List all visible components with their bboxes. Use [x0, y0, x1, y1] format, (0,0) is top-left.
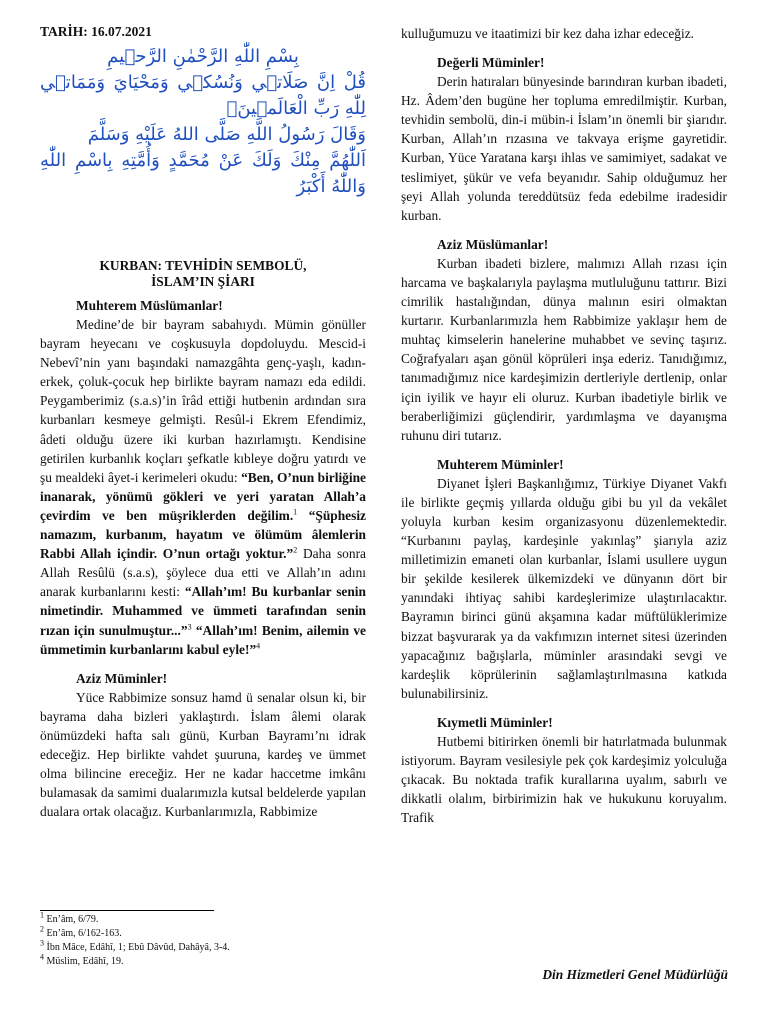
sermon-title: [40, 258, 366, 290]
footnote-text: Müslim, Edâhî, 19.: [46, 956, 124, 967]
footnote-text: En’âm, 6/79.: [46, 914, 99, 925]
paragraph: [40, 315, 366, 659]
footnote-text: En’âm, 6/162-163.: [46, 928, 122, 939]
footnote-number: 2: [40, 924, 44, 934]
paragraph: Hutbemi bitirirken önemli bir hatırlatmada bulunmak istiyorum. Bayram vesilesiyle pek çok kardeşimiz yolculuğa çıkacak. Bu noktada trafik kurallarına uyalım, sabırlı ve dikkatli olalım, birbirimizin hak ve hukukunu koruyalım. Trafik: [401, 733, 727, 826]
paragraph: Kurban ibadeti bizlere, malımızı Allah rızası için harcama ve başkalarıyla paylaşma mutluluğunu tattırır. Bizi cimrilik hastalığından, dünya malının esiri olmaktan kurtarır. Kurbanlarımızla hem Rabbimize yaklaşır hem de muhtaç kimselerin hanelerine muhabbet ve sevinç taşırız. Coğrafyaları aşan gönül köprüleri inşa ederiz. Tanıdığımız, tanımadığımız nice kardeşimizin dertleriyle dertlenip, onlar için iyilik ve hayır eli oluruz. Kurban ibadetiyle birlik ve beraberliğimizi güçlendirir, yardımlaşma ve dayanışma ruhunu diri tutarız.: [401, 255, 727, 443]
ayah-line: قُلْ اِنَّ صَلَاتٖي وَنُسُكٖي وَمَحْيَايَ وَمَمَاتٖي لِلّٰهِ رَبِّ الْعَالَم۪ينَۙ: [40, 72, 366, 119]
quote-3: “Allah’ım! Bu kurbanlar senin nimetindir. Muhammed ve ümmeti tarafından senin rızan için sunulmuştur...”: [40, 584, 366, 638]
section-heading: Muhterem Müminler!: [437, 456, 564, 472]
footnote: [40, 952, 230, 969]
basmala-line: بِسْمِ اللّٰهِ الرَّحْمٰنِ الرَّح۪يمِ: [107, 46, 299, 67]
section-heading: Kıymetli Müminler!: [437, 714, 553, 730]
footnote-number: 4: [40, 952, 44, 962]
paragraph: kulluğumuzu ve itaatimizi bir kez daha izhar edeceğiz.: [401, 26, 694, 41]
hadith-intro-line: وَقَالَ رَسُولُ اللَّهِ صَلَّى اللهُ عَلَيْهِ وَسَلَّمَ: [87, 124, 366, 145]
sermon-date: TARİH: 16.07.2021: [40, 24, 152, 39]
footnote-ref: 4: [256, 641, 261, 651]
quote-1: “Ben, O’nun birliğine inanarak, yönümü gökleri ve yeri yaratan Allah’a çevirdim ve ben müşriklerden değilim.: [40, 469, 366, 523]
left-column: [40, 0, 366, 1024]
section-heading: Muhterem Müslümanlar!: [76, 298, 223, 313]
footnote-text: İbn Mâce, Edâhî, 1; Ebû Dâvûd, Dahâyâ, 3-4.: [46, 942, 230, 953]
footnote-ref: 3: [187, 622, 192, 632]
left-body: [40, 296, 366, 821]
footnote-divider: [40, 910, 214, 911]
footer-signature: Din Hizmetleri Genel Müdürlüğü: [542, 967, 728, 982]
footnote: [40, 924, 230, 941]
arabic-text-block: [40, 44, 366, 200]
section-heading: Aziz Müminler!: [76, 670, 168, 686]
footnote-number: 3: [40, 938, 44, 948]
footnote: [40, 938, 230, 955]
footnote-ref: 1: [293, 507, 298, 517]
section-heading: Aziz Müslümanlar!: [437, 236, 549, 252]
footnote: [40, 910, 230, 927]
paragraph-text: Medine’de bir bayram sabahıydı. Mümin gönüller bayram heyecanı ve coşkusuyla dopdoluydu. Mescid-i Nebevî’nin yanı başındaki namazgâhta genç-yaşlı, kadın-erkek, çoluk-çocuk hep birlikte bayram namazı eda edildi. Peygamberimiz (s.a.s)’in îrâd ettiği hutbenin ardından sıra kurbanları kesmeye gelmişti. Resûl-i Ekrem Efendimiz, âdeti olduğu üzere iki kurban hazırlamıştı. Kendisine getirilen kurbanlık koçları şefkatle kıbleye doğru yatırdı ve şu mealdeki âyet-i kerimeleri okudu:: [40, 317, 366, 485]
title-line-1: KURBAN: TEVHİDİN SEMBOLÜ,: [99, 258, 307, 273]
quote-4: “Allah’ım! Benim, ailemin ve ümmetimin kurbanlarını kabul eyle!”: [40, 622, 366, 657]
footnote-ref: 2: [293, 545, 298, 555]
paragraph: Yüce Rabbimize sonsuz hamd ü senalar olsun ki, bir bayrama daha bizleri yaklaştırdı. İslam âlemi olarak önümüzdeki hafta salı günü, Kurban Bayramı’nı idrak edeceğiz. Hep birlikte vahdet şuuruna, kardeş ve ümmet olma bilincine ereceğiz. Her ne kadar haccetme imkânı bulamasak da samimi dualarımızla kutsal beldelerde yapılan dualara ortak olacağız. Kurbanlarımızla, Rabbimize: [40, 689, 366, 820]
quote-2: “Şüphesiz namazım, kurbanım, hayatım ve ölümüm âlemlerin Rabbi Allah içindir. O’nun ortağı yoktur.”: [40, 507, 366, 562]
title-line-2: İSLAM’IN ŞİARI: [151, 274, 255, 289]
paragraph: Diyanet İşleri Başkanlığımız, Türkiye Diyanet Vakfı ile birlikte geçmiş yıllarda olduğu gibi bu yıl da vekâlet yoluyla kurban kesim organizasyonu düzenlemektedir. “Kurbanını paylaş, kardeşinle yakınlaş” şiarıyla aziz milletimizin emaneti olan kurbanlar, İslami usullere uygun bir şekilde kesilerek ülkemizdeki ve dünyanın dört bir yanındaki ihtiyaç sahibi kardeşlerimize ulaştırılacaktır. Bayramın birinci günü akşamına kadar müftülüklerimize bizzat başvurarak ya da vakfımızın internet sitesi üzerinden yapacağınız bağışlarla, müminler arasındaki sevgi ve kardeşlik köprülerinin sağlamlaştırılmasına katkıda bulunabilirsiniz.: [401, 475, 727, 701]
section-heading: Değerli Müminler!: [437, 55, 545, 71]
hadith-line: اَللّٰهُمَّ مِنْكَ وَلَكَ عَنْ مُحَمَّدٍ وَأُمَّتِهِ بِاسْمِ اللّٰهِ وَاللّٰهُ أَكْبَرُ: [40, 150, 366, 197]
footnote-number: 1: [40, 910, 44, 920]
paragraph: Derin hatıraları bünyesinde barındıran kurban ibadeti, Hz. Âdem’den bugüne her topluma emredilmiştir. Kurban, tevhidin sembolü, din-i mübin-i İslam’ın önemli bir şiarıdır. Kurban, Allah’ın rızasına ve takvaya erişme gayretidir. Kurban, Yüce Yaratana karşı ihlas ve samimiyet, sadakat ve teslimiyet, şükür ve vefa beyanıdır. Sahip olduğumuz her şeyi Allah yolunda tereddütsüz feda edebilme iradesidir kurban.: [401, 74, 727, 223]
right-column: [401, 24, 727, 827]
paragraph-text: Daha sonra Allah Resûlü (s.a.s), şöylece dua etti ve Allah’ın adını anarak kurbanlarını kesti:: [40, 546, 366, 600]
footnotes: [40, 910, 230, 969]
